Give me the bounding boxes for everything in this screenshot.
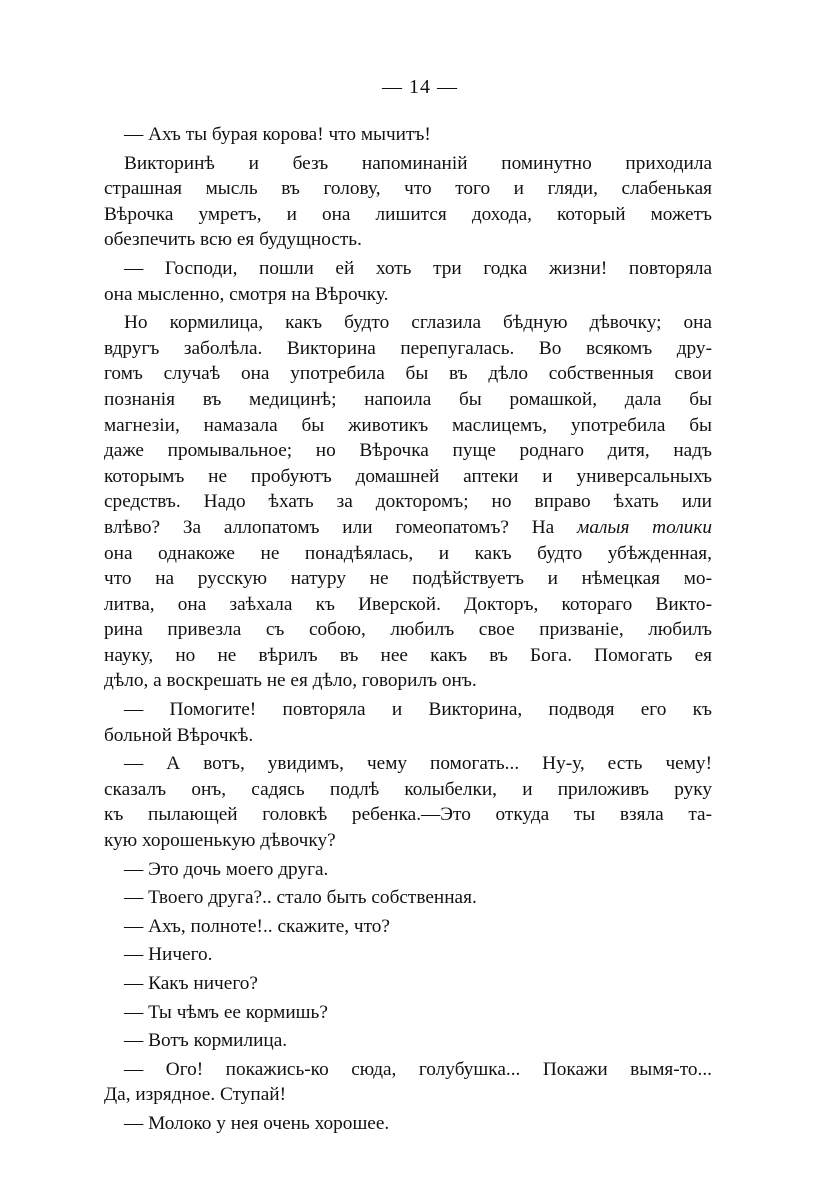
- paragraph: [104, 885, 712, 911]
- text-line: магнезіи, намазала бы животикъ маслицемъ, употребила бы: [104, 414, 712, 436]
- paragraph: [104, 256, 712, 307]
- text-line: влѣво? За аллопатомъ или гомеопатомъ? На малыя толики: [104, 516, 712, 538]
- text-line: — Ого! покажись-ко сюда, голубушка... Покажи вымя-то...: [124, 1058, 712, 1080]
- page-number: — 14 —: [382, 76, 458, 98]
- text-line: Вѣрочка умретъ, и она лишится дохода, который можетъ: [104, 203, 712, 225]
- paragraph: [104, 122, 712, 148]
- paragraph: [104, 914, 712, 940]
- paragraph: [104, 1028, 712, 1054]
- text-line: — Ахъ, полноте!.. скажите, что?: [124, 915, 390, 937]
- text-line: кую хорошенькую дѣвочку?: [104, 830, 336, 852]
- paragraph-gap: [104, 1137, 712, 1140]
- paragraph: [104, 151, 712, 253]
- paragraph: [104, 1111, 712, 1137]
- text-line: Викторинѣ и безъ напоминаній поминутно приходила: [124, 152, 712, 174]
- paragraph: [104, 1057, 712, 1108]
- text-line: — Твоего друга?.. стало быть собственная.: [124, 887, 477, 909]
- text-line: что на русскую натуру не подѣйствуетъ и нѣмецкая мо-: [104, 568, 712, 590]
- text-line: средствъ. Надо ѣхать за докторомъ; но вправо ѣхать или: [104, 491, 712, 513]
- text-line: литва, она заѣхала къ Иверской. Докторъ, котораго Викто-: [104, 593, 712, 615]
- paragraph: [104, 1000, 712, 1026]
- text-line: — Это дочь моего друга.: [124, 858, 329, 880]
- text-line: — Ахъ ты бурая корова! что мычитъ!: [124, 124, 431, 145]
- text-line: обезпечить всю ея будущность.: [104, 229, 362, 251]
- text-line: дѣло, а воскрешать не ея дѣло, говорилъ онъ.: [104, 670, 477, 692]
- italic-phrase: малыя толики: [577, 516, 712, 538]
- text-line: больной Вѣрочкѣ.: [104, 724, 254, 746]
- paragraph: [104, 697, 712, 748]
- text-line: она мысленно, смотря на Вѣрочку.: [104, 283, 389, 305]
- text-line: — Какъ ничего?: [124, 973, 258, 994]
- text-line: — Помогите! повторяла и Викторина, подводя его къ: [124, 699, 712, 721]
- text-line: рина привезла съ собою, любилъ свое призваніе, любилъ: [104, 619, 712, 641]
- text-line: вдругъ заболѣла. Викторина перепугалась. Во всякомъ дру-: [104, 337, 712, 359]
- text-line: она однакоже не понадѣялась, и какъ будто убѣжденная,: [104, 542, 712, 564]
- text-line: науку, но не вѣрилъ въ нее какъ въ Бога. Помогать ея: [104, 644, 712, 666]
- text-line: — Ты чѣмъ ее кормишь?: [124, 1001, 328, 1023]
- paragraph: [104, 751, 712, 853]
- text-line: страшная мысль въ голову, что того и гляди, слабенькая: [104, 178, 712, 200]
- text-line: — А вотъ, увидимъ, чему помогать... Ну-у, есть чему!: [124, 753, 712, 775]
- text-line: — Молоко у нея очень хорошее.: [124, 1112, 390, 1134]
- text-line: даже промывальное; но Вѣрочка пуще роднаго дитя, надъ: [104, 440, 712, 462]
- text-line: — Ничего.: [124, 944, 213, 966]
- text-line: Но кормилица, какъ будто сглазила бѣдную дѣвочку; она: [124, 312, 712, 334]
- page-text: [104, 122, 712, 1140]
- paragraph: [104, 971, 712, 997]
- text-line: гомъ случаѣ она употребила бы въ дѣло собственныя свои: [104, 363, 712, 385]
- text-line: — Господи, пошли ей хоть три годка жизни! повторяла: [124, 257, 712, 279]
- text-line: Да, изрядное. Ступай!: [104, 1084, 287, 1106]
- text-line: къ пылающей головкѣ ребенка.—Это откуда ты взяла та-: [104, 804, 712, 826]
- text-line: сказалъ онъ, садясь подлѣ колыбелки, и приложивъ руку: [104, 778, 712, 800]
- paragraph: [104, 942, 712, 968]
- text-line: познанія въ медицинѣ; напоила бы ромашкой, дала бы: [104, 388, 712, 410]
- paragraph: [104, 857, 712, 883]
- text-line: которымъ не пробуютъ домашней аптеки и универсальныхъ: [104, 465, 712, 487]
- text-line: — Вотъ кормилица.: [124, 1030, 288, 1052]
- paragraph: [104, 310, 712, 694]
